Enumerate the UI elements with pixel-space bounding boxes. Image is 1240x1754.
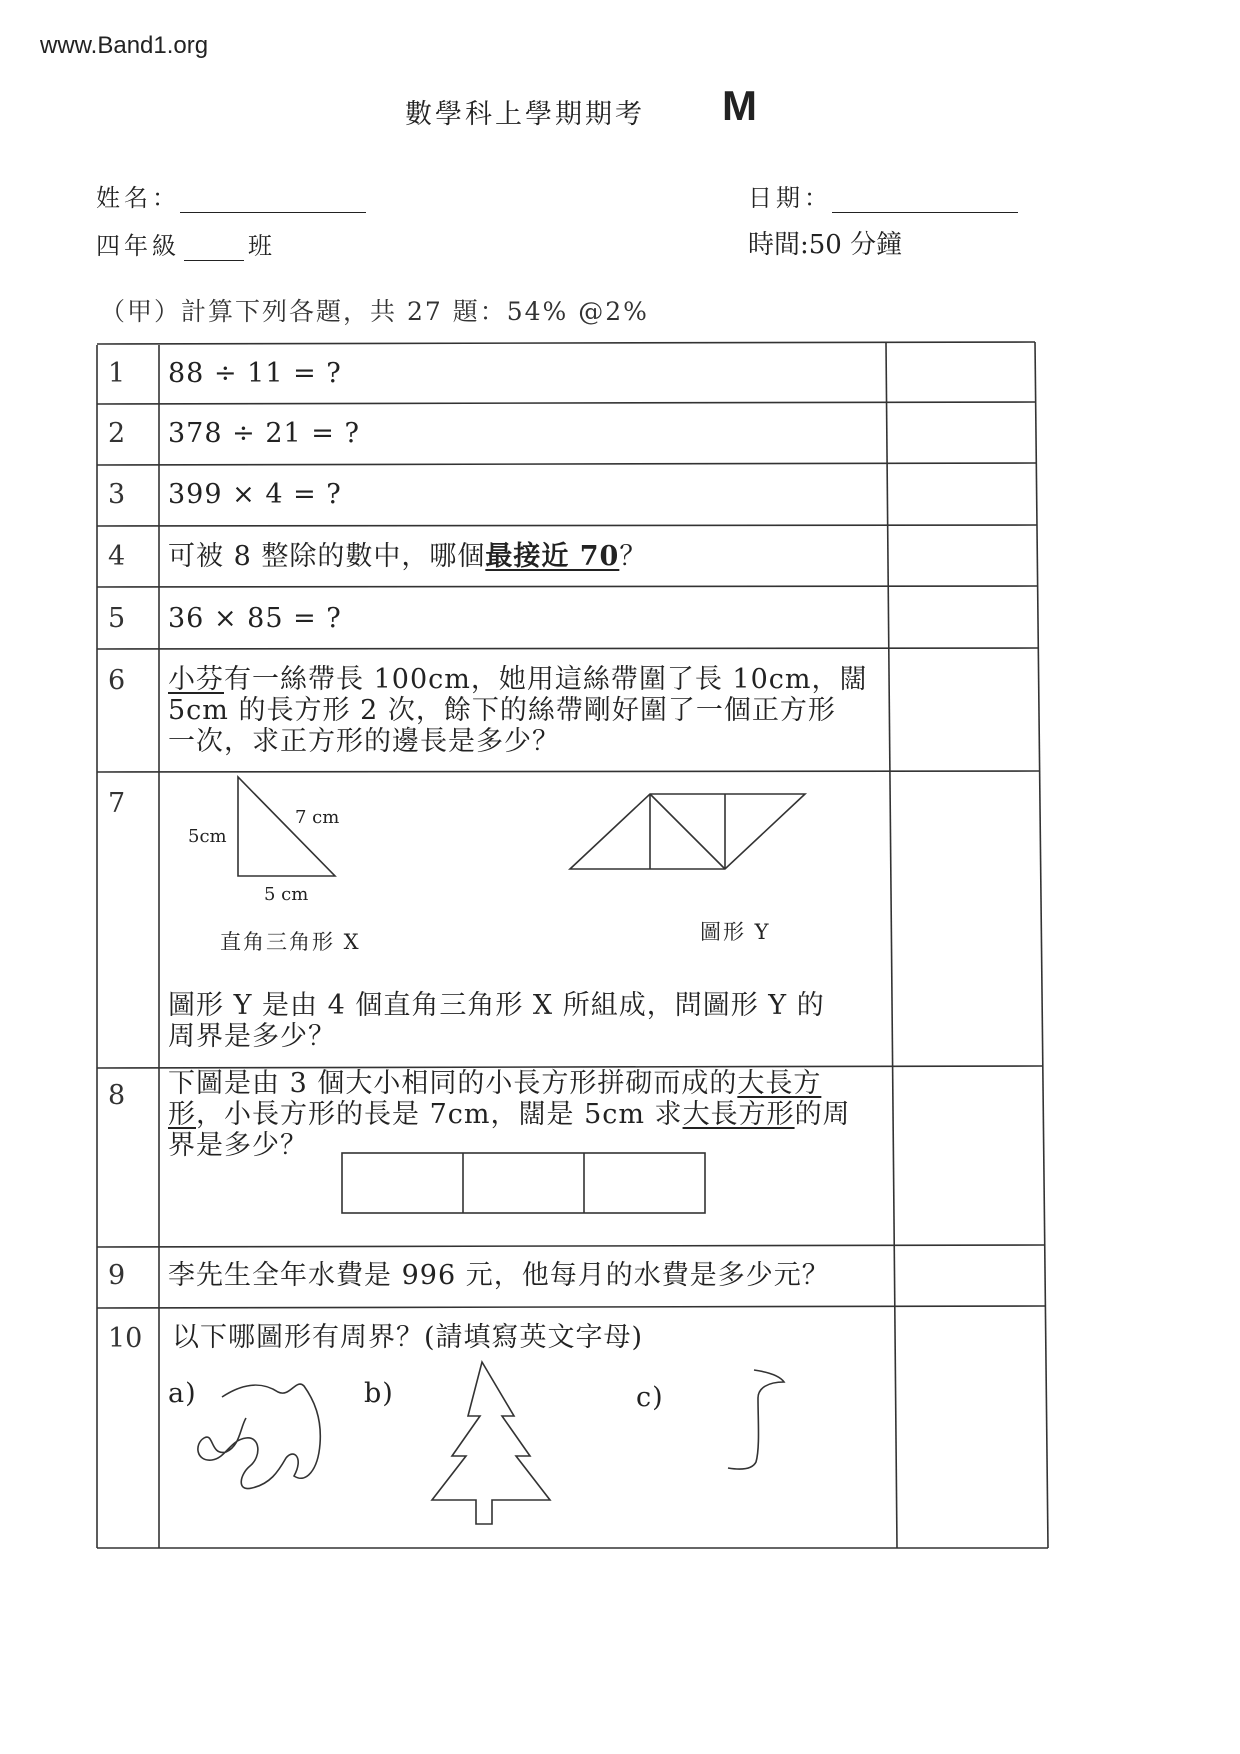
question-number: 7 bbox=[108, 788, 126, 819]
triangle-base-label: 5 cm bbox=[264, 884, 309, 905]
question-number: 4 bbox=[108, 541, 126, 572]
question-8-line-1-underlined: 大長方 bbox=[737, 1068, 822, 1099]
question-number: 5 bbox=[108, 603, 126, 634]
question-8-line-2-underlined-2: 大長方形 bbox=[682, 1099, 795, 1130]
question-number: 3 bbox=[108, 479, 126, 510]
class-suffix: 班 bbox=[248, 232, 276, 260]
exam-title: 數學科上學期期考 bbox=[405, 99, 645, 130]
question-8-line-1-pre: 下圖是由 3 個大小相同的小長方形拼砌而成的 bbox=[168, 1068, 738, 1099]
question-8-line-3: 界是多少？ bbox=[168, 1130, 308, 1161]
question-8-line-2-mid: ，小長方形的長是 7cm，闊是 5cm 求 bbox=[196, 1099, 683, 1130]
shape-y-caption: 圖形 Y bbox=[700, 920, 771, 944]
option-b-label: b) bbox=[364, 1378, 394, 1409]
option-c-label: c) bbox=[636, 1382, 664, 1413]
question-number: 6 bbox=[108, 665, 126, 696]
question-5-text: 36 × 85 = ? bbox=[168, 603, 342, 634]
question-2-text: 378 ÷ 21 = ? bbox=[168, 418, 360, 449]
option-c-open-curve bbox=[728, 1370, 784, 1469]
date-label: 日期： bbox=[748, 184, 832, 212]
option-a-squiggle bbox=[198, 1384, 320, 1488]
question-7-line-1: 圖形 Y 是由 4 個直角三角形 X 所組成，問圖形 Y 的 bbox=[168, 990, 825, 1021]
question-8-line-2-post: 的周 bbox=[794, 1099, 851, 1130]
name-label: 姓名： bbox=[96, 184, 180, 212]
question-6-line-3: 一次，求正方形的邊長是多少？ bbox=[168, 726, 560, 757]
question-number: 8 bbox=[108, 1080, 126, 1111]
option-a-label: a) bbox=[168, 1378, 197, 1409]
exam-code: M bbox=[722, 82, 757, 129]
question-6-line-1-rest: 有一絲帶長 100cm，她用這絲帶圍了長 10cm，闊 bbox=[224, 664, 868, 695]
question-3-text: 399 × 4 = ? bbox=[168, 479, 342, 510]
question-6-line-2: 5cm 的長方形 2 次，餘下的絲帶剛好圍了一個正方形 bbox=[168, 695, 836, 726]
question-1-text: 88 ÷ 11 = ? bbox=[168, 358, 342, 389]
question-10-text: 以下哪圖形有周界？(請填寫英文字母) bbox=[172, 1322, 644, 1353]
question-number: 10 bbox=[108, 1323, 143, 1354]
triangle-hypotenuse-label: 7 cm bbox=[295, 807, 340, 828]
question-number: 1 bbox=[108, 358, 126, 389]
option-b-tree-shape bbox=[432, 1362, 550, 1524]
question-4-post: ？ bbox=[619, 541, 648, 572]
question-8-line-2-underlined: 形 bbox=[168, 1099, 196, 1130]
question-9-text: 李先生全年水費是 996 元，他每月的水費是多少元？ bbox=[168, 1260, 830, 1291]
question-4-pre: 可被 8 整除的數中，哪個 bbox=[168, 541, 486, 572]
question-number: 2 bbox=[108, 418, 126, 449]
section-title: （甲）計算下列各題，共 27 題：54% @2% bbox=[100, 297, 649, 326]
class-label: 四年級 bbox=[96, 232, 180, 260]
time-label: 時間:50 分鐘 bbox=[748, 230, 903, 260]
question-6-name: 小芬 bbox=[168, 664, 224, 695]
triangle-x-caption: 直角三角形 X bbox=[220, 930, 361, 954]
triangle-side-label: 5cm bbox=[188, 826, 227, 847]
watermark-url: www.Band1.org bbox=[40, 32, 209, 59]
question-number: 9 bbox=[108, 1260, 126, 1291]
question-7-line-2: 周界是多少？ bbox=[168, 1021, 336, 1052]
question-4-emphasis: 最接近 70 bbox=[485, 541, 620, 572]
